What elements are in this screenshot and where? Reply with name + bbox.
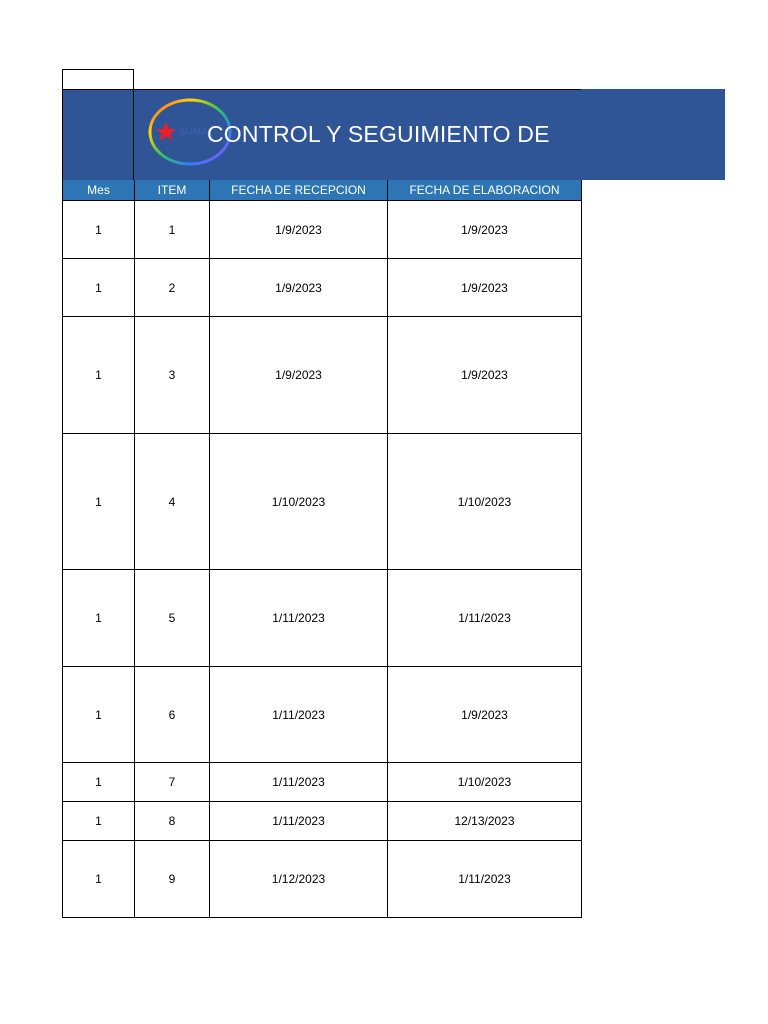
- cell-item: 7: [135, 763, 210, 802]
- table-row: [63, 841, 582, 918]
- cell-fecha-recepcion: 1/11/2023: [210, 667, 388, 763]
- title-banner: [62, 89, 725, 180]
- table-header-row: [63, 180, 582, 201]
- cell-fecha-recepcion: 1/9/2023: [210, 201, 388, 259]
- cell-mes: 1: [63, 570, 135, 667]
- cell-fecha-recepcion: 1/10/2023: [210, 434, 388, 570]
- table-row: [63, 667, 582, 763]
- cell-mes: 1: [63, 841, 135, 918]
- cell-fecha-recepcion: 1/12/2023: [210, 841, 388, 918]
- cell-fecha-recepcion: 1/9/2023: [210, 317, 388, 434]
- cell-fecha-elaboracion: 1/9/2023: [388, 201, 582, 259]
- cell-mes: 1: [63, 201, 135, 259]
- control-table: [62, 180, 582, 918]
- cell-fecha-recepcion: 1/11/2023: [210, 763, 388, 802]
- table-row: [63, 434, 582, 570]
- cell-item: 1: [135, 201, 210, 259]
- column-header-fecha-elaboracion: FECHA DE ELABORACION: [388, 180, 582, 201]
- logo-star-icon: [156, 122, 176, 141]
- cell-item: 8: [135, 802, 210, 841]
- column-header-fecha-recepcion: FECHA DE RECEPCION: [210, 180, 388, 201]
- empty-top-cell: [62, 69, 134, 89]
- cell-fecha-elaboracion: 12/13/2023: [388, 802, 582, 841]
- banner-top-border: [134, 89, 581, 90]
- cell-mes: 1: [63, 667, 135, 763]
- cell-item: 6: [135, 667, 210, 763]
- cell-fecha-recepcion: 1/11/2023: [210, 802, 388, 841]
- table-row: [63, 802, 582, 841]
- cell-item: 5: [135, 570, 210, 667]
- cell-fecha-elaboracion: 1/11/2023: [388, 570, 582, 667]
- column-header-mes: Mes: [63, 180, 135, 201]
- table-row: [63, 259, 582, 317]
- banner-left-cell: [62, 89, 134, 180]
- cell-mes: 1: [63, 259, 135, 317]
- cell-fecha-elaboracion: 1/9/2023: [388, 667, 582, 763]
- cell-item: 3: [135, 317, 210, 434]
- cell-mes: 1: [63, 317, 135, 434]
- cell-item: 9: [135, 841, 210, 918]
- cell-fecha-elaboracion: 1/9/2023: [388, 259, 582, 317]
- page-title: CONTROL Y SEGUIMIENTO DE: [207, 121, 550, 147]
- cell-fecha-elaboracion: 1/9/2023: [388, 317, 582, 434]
- cell-mes: 1: [63, 802, 135, 841]
- cell-fecha-recepcion: 1/11/2023: [210, 570, 388, 667]
- cell-fecha-elaboracion: 1/11/2023: [388, 841, 582, 918]
- table-row: [63, 317, 582, 434]
- cell-item: 4: [135, 434, 210, 570]
- cell-fecha-elaboracion: 1/10/2023: [388, 434, 582, 570]
- svg-text:SUMA: SUMA: [179, 127, 209, 138]
- cell-mes: 1: [63, 434, 135, 570]
- table-row: [63, 201, 582, 259]
- cell-mes: 1: [63, 763, 135, 802]
- table-row: [63, 763, 582, 802]
- cell-item: 2: [135, 259, 210, 317]
- cell-fecha-elaboracion: 1/10/2023: [388, 763, 582, 802]
- column-header-item: ITEM: [135, 180, 210, 201]
- cell-fecha-recepcion: 1/9/2023: [210, 259, 388, 317]
- table-row: [63, 570, 582, 667]
